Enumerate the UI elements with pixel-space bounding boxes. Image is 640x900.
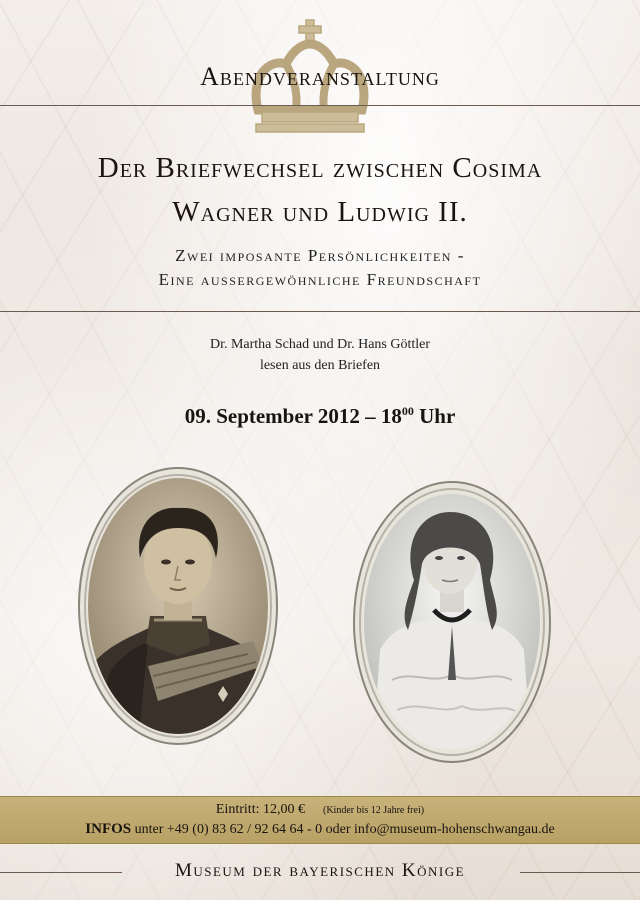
- info-band: [0, 796, 640, 844]
- infos-label: INFOS: [85, 821, 132, 837]
- museum-line-right: [520, 872, 640, 873]
- admission-note: (Kinder bis 12 Jahre frei): [322, 805, 425, 816]
- admission-price: Eintritt: 12,00 €: [215, 802, 305, 817]
- infos-contact: unter +49 (0) 83 62 / 92 64 64 - 0 oder info@museum-hohenschwangau.de: [134, 822, 555, 837]
- date-suffix: Uhr: [419, 404, 456, 428]
- portrait-ludwig: [78, 466, 278, 746]
- event-type: Abendveranstaltung: [200, 62, 440, 91]
- subtitle-line-2: Eine aussergewöhnliche Freundschaft: [158, 270, 482, 289]
- admission-line: [0, 802, 640, 818]
- readers-line-1: Dr. Martha Schad und Dr. Hans Göttler: [209, 337, 431, 352]
- divider-top: [0, 105, 640, 106]
- divider-middle: [0, 311, 640, 312]
- date-text: 09. September 2012 – 18: [184, 404, 402, 428]
- museum-name: Museum der bayerischen Könige: [174, 860, 466, 881]
- subtitle-line-1: Zwei imposante Persönlichkeiten -: [175, 246, 465, 265]
- date-minutes: 00: [401, 404, 414, 418]
- infos-line: [0, 821, 640, 838]
- title-line-2: Wagner und Ludwig II.: [172, 196, 468, 228]
- readers-line-2: lesen aus den Briefen: [259, 358, 381, 373]
- portrait-cosima: [352, 480, 552, 764]
- title-line-1: Der Briefwechsel zwischen Cosima: [97, 152, 543, 184]
- event-date: [0, 404, 640, 429]
